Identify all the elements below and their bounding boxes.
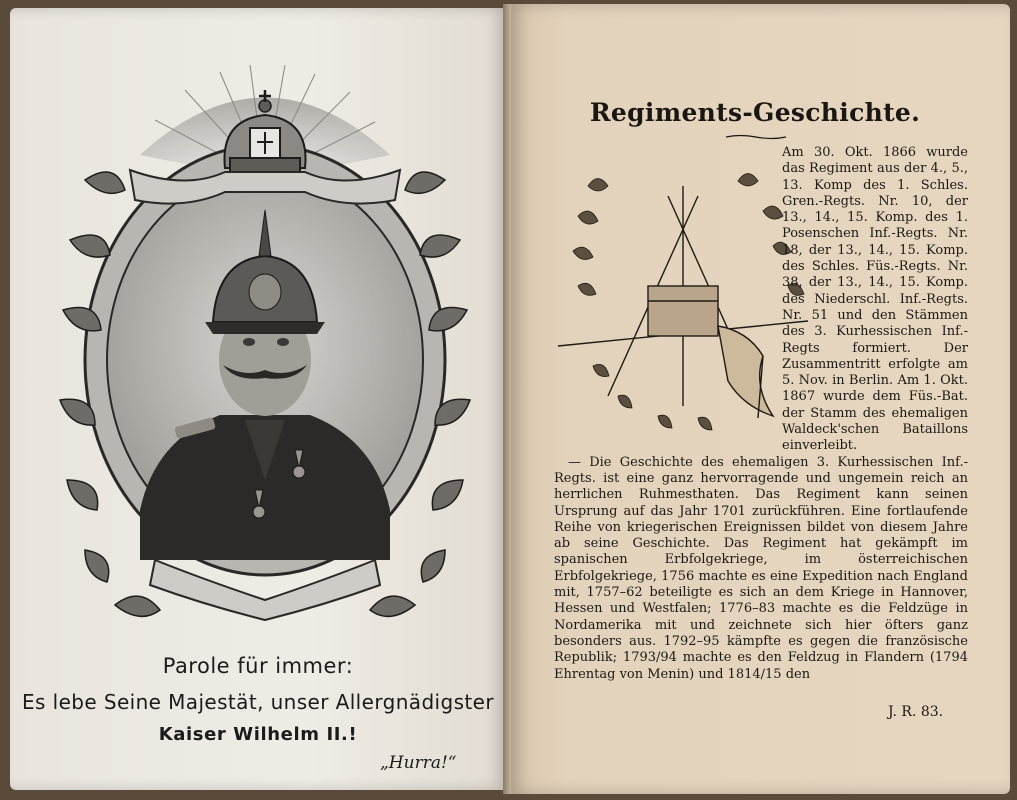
regiment-history-text — [554, 145, 968, 683]
title-flourish — [724, 134, 788, 140]
caption-dedication: Es lebe Seine Majestät, unser Allergnädigster — [22, 690, 494, 714]
portrait-illustration — [45, 60, 485, 635]
page-footer-signature: J. R. 83. — [888, 704, 944, 720]
caption-motto: Parole für immer: — [162, 654, 354, 678]
caption-kaiser-name: Kaiser Wilhelm II.! — [158, 724, 358, 745]
history-paragraph-2: — Die Geschichte des ehemaligen 3. Kurhessischen Inf.-Regts. ist eine ganz hervorragende und ungemein reich an herrlichen Ruhmesthaten. Das Regiment kann seinen Ursprung auf das Jahr 1701 zurückführen. Eine fortlaufende Reihe von kriegerischen Ereignissen bildet von diesem Jahre ab seine Geschichte. Das Regiment hat gekämpft im spanischen Erbfolgekriege, im österreichischen Erbfolgekriege, 1756 machte es eine Expedition nach England mit, 1757–62 beteiligte es sich an dem Kriege in Hannover, Hessen und Westfalen; 1776–83 machte es die Feldzüge in Nordamerika mit und zeichnete sich hier öfters ganz besonders aus. 1792–95 kämpfte es gegen die französische Republik; 1793/94 machte es den Feldzug in Flandern (1794 Ehrentag von Menin) und 1814/15 den — [554, 454, 968, 682]
caption-hurra: „Hurra!“ — [380, 753, 457, 773]
book-gutter — [503, 4, 511, 794]
page-title: Regiments-Geschichte. — [589, 98, 921, 127]
history-paragraph-1: Am 30. Okt. 1866 wurde das Regiment aus der 4., 5., 13. Komp des 1. Schles. Gren.-Regts. Nr. 10, der 13., 14., 15. Komp. des 1. Posenschen Inf.-Regts. Nr. 18, der 13., 14., 15. Komp. des Schles. Füs.-Regts. Nr. 38, der 13., 14., 15. Komp. des Niederschl. Inf.-Regts. Nr. 51 und den Stämmen des 3. Kurhessischen Inf.-Regts formiert. Der Zusammentritt erfolgte am 5. Nov. in Berlin. Am 1. Okt. 1867 wurde dem Füs.-Bat. der Stamm des ehemaligen Waldeck'schen Bataillons einverleibt. — [782, 145, 968, 454]
